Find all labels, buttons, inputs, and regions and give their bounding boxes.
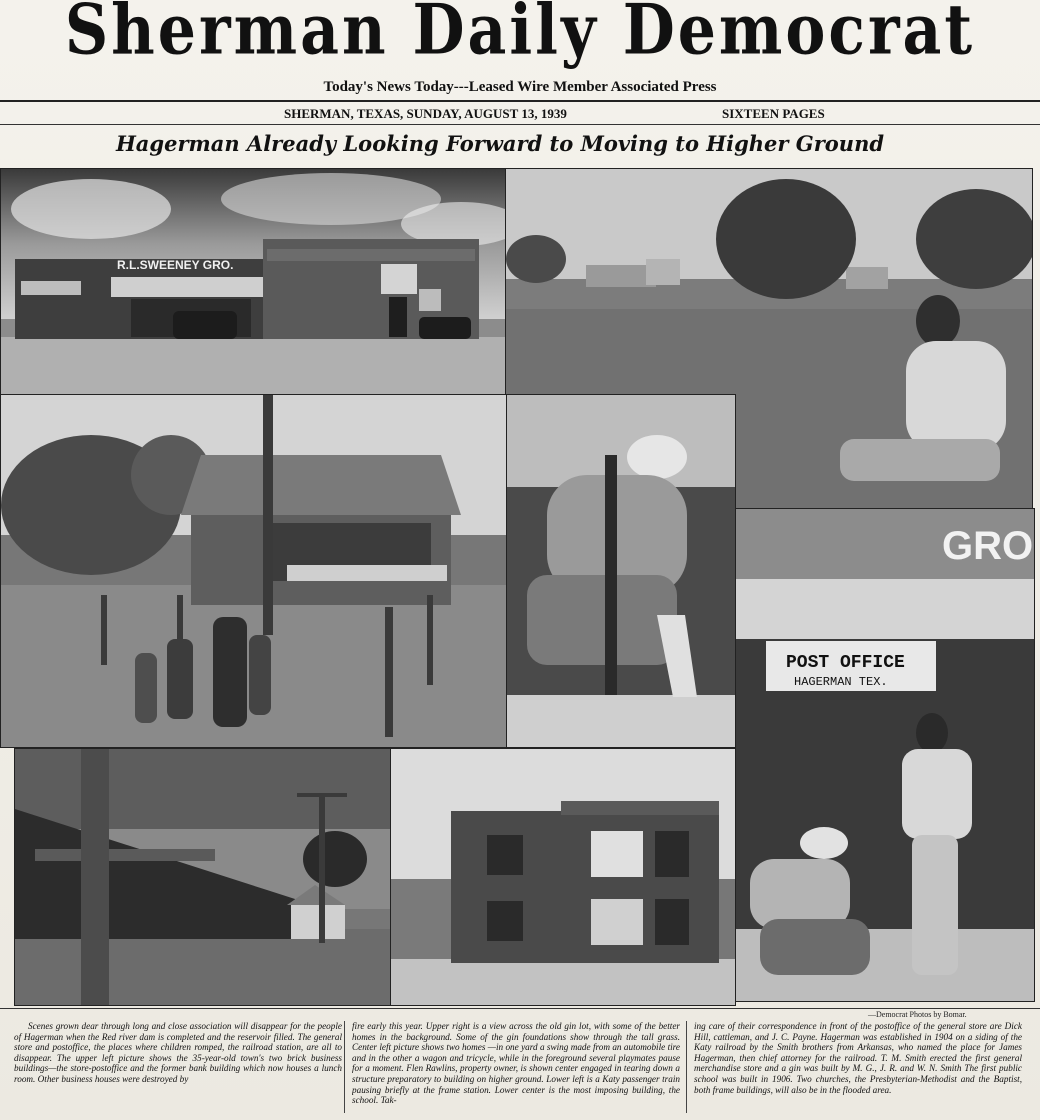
post-office-sign: POST OFFICE (786, 653, 905, 673)
caption-rule (0, 1008, 1040, 1009)
photo-homes-children (0, 394, 508, 748)
caption-column-1: Scenes grown dear through long and close association will disappear for the people of Hagerman when the Red river dam is completed and the reservoir filled. The general store and postoffice, the places where children romped, the railroad station, are all to disappear. The upper left picture shows the 35-year-old town's two brick business buildings—the store-postoffice and the former bank building which now houses a lunch room. Other business houses were destroyed by (14, 1021, 342, 1084)
caption-column-2: fire early this year. Upper right is a view across the old gin lot, with some of the better homes in the background. Some of the gin foundations show through the tall grass. Center left picture shows two homes —in one yard a swing made from an automobile tire and in the other a wagon and tricycle, while in the foreground several playmates pause for a moment. Flen Rawlins, property owner, is shown center engaged in tearing down a structure preparatory to building on higher ground. Lower left is a Katy passenger train pausing briefly at the frame station. Lower center is the most imposing building, the school. Tak- (352, 1021, 680, 1106)
headline: Hagerman Already Looking Forward to Moving to Higher Ground (115, 131, 885, 156)
photo-credit: —Democrat Photos by Bomar. (868, 1010, 967, 1019)
store-sign: R.L.SWEENEY GRO. (117, 258, 234, 272)
gro-sign: GRO (942, 524, 1034, 568)
masthead-rule (0, 100, 1040, 102)
column-divider (344, 1021, 345, 1113)
photo-rawlins-demolition (506, 394, 736, 748)
photo-katy-train (14, 748, 392, 1006)
dateline-bar (0, 104, 1040, 124)
photo-post-office (735, 508, 1035, 1002)
dateline-rule (0, 124, 1040, 125)
post-office-town-sign: HAGERMAN TEX. (794, 675, 888, 689)
newspaper-title: Sherman Daily Democrat (64, 0, 976, 71)
photo-store-buildings (0, 168, 506, 396)
column-divider (686, 1021, 687, 1113)
caption-column-3: ing care of their correspondence in front of the postoffice of the general store are Dick Hill, cattleman, and J. C. Payne. Hagerman was established in 1904 on a siding of the Katy railroad by the Smith brothers from Arkansas, who named the place for James Hagerman, then chief attorney for the railroad. T. M. Smith erected the first general merchandise store and a gin was built by M. G., J. R. and W. N. Smith The first public school was built in 1906. Two churches, the Presbyterian-Methodist and the Baptist, both frame buildings, will also be in the flooded area. (694, 1021, 1022, 1095)
dateline: SHERMAN, TEXAS, SUNDAY, AUGUST 13, 1939 (284, 106, 567, 121)
masthead (0, 0, 1040, 82)
page-count: SIXTEEN PAGES (722, 106, 825, 121)
photo-school (390, 748, 736, 1006)
masthead-subline: Today's News Today---Leased Wire Member Associated Press (323, 79, 717, 95)
